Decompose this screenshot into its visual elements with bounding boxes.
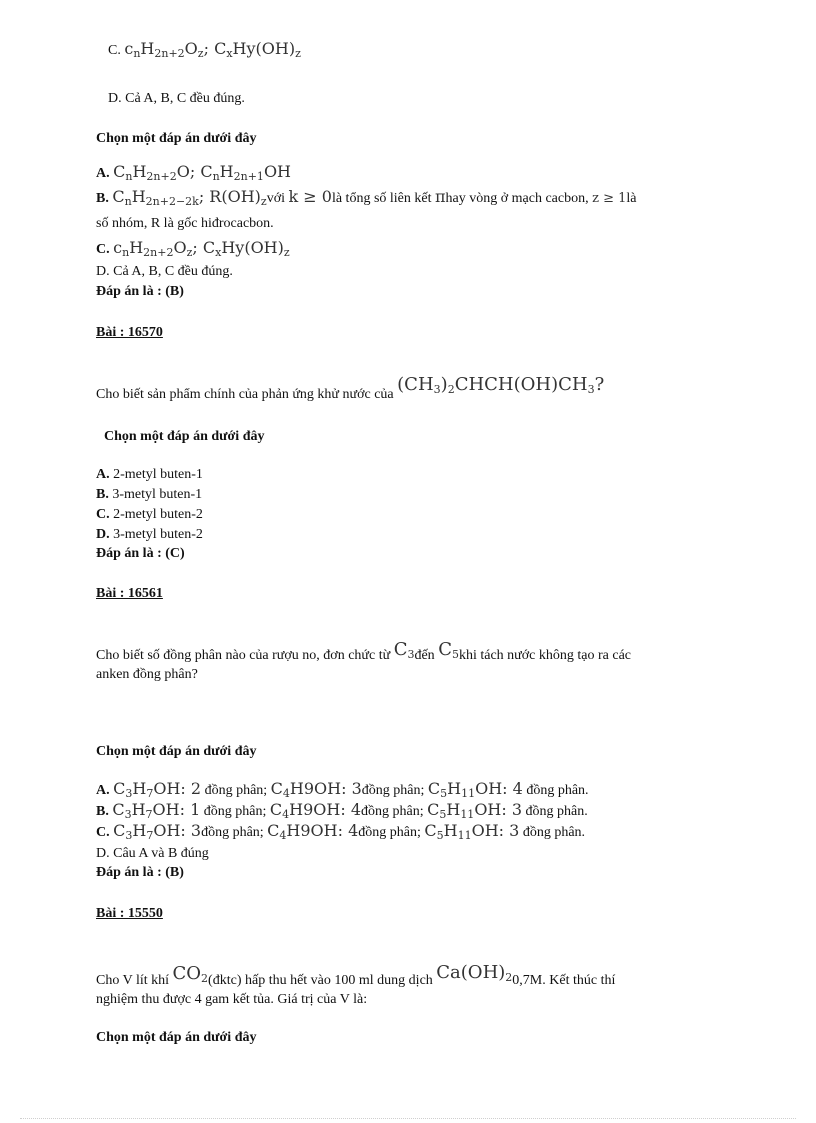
formula: $C_nH_{2n+2-2k}$; $R(OH)_z$	[112, 187, 267, 208]
problem-question: Cho V lít khí $CO_2(đktc)$ hấp thu hết vào 100 ml dung dịch $Ca(OH)_20,7M$. Kết thúc thí	[96, 962, 616, 988]
problem-title: Bài : 16561	[96, 586, 163, 601]
problem-question-line2: nghiệm thu được 4 gam kết tủa. Giá trị của V là:	[96, 992, 368, 1007]
option-b: B. $C_nH_{2n+2-2k}$; $R(OH)_zvới$ k ≥ 0là tổng số liên kết πhay vòng ở mạch cacbon, z ≥ 1là	[96, 187, 637, 208]
option-b-line2: số nhóm, R là gốc hiđrocacbon.	[96, 216, 274, 231]
option-b: B. $C_3H_7OH$: 1 đồng phân; $C_4H9OH$: 4đồng phân; $C_5H_{11}OH$: 3 đồng phân.	[96, 800, 588, 821]
formula: $c_nH_{2n+2}O_z$; $C_xHy(OH)_z$	[124, 39, 301, 60]
option-a: A. 2-metyl buten-1	[96, 467, 203, 482]
answer-line: Đáp án là : (C)	[96, 546, 185, 561]
option-a: A. $C_nH_{2n+2}O$; $C_nH_{2n+1}OH$	[96, 162, 292, 183]
option-c: C. 2-metyl buten-2	[96, 507, 203, 522]
problem-title: Bài : 15550	[96, 906, 163, 921]
option-b: B. 3-metyl buten-1	[96, 487, 203, 502]
formula: $(CH_3)_2CHCH(OH)CH_3$?	[397, 374, 605, 396]
formula: $c_nH_{2n+2}O_z$; $C_xHy(OH)_z$	[113, 238, 290, 259]
option-c: C. $c_nH_{2n+2}O_z$; $C_xHy(OH)_z$	[96, 238, 290, 259]
option-d-top: D. Cả A, B, C đều đúng.	[108, 91, 245, 106]
problem-question: Cho biết số đồng phân nào của rượu no, đơn chức từ $C_3đến$ $C_5khi$ tách nước không tạo ra các	[96, 639, 632, 663]
option-c-top: C. $c_nH_{2n+2}O_z$; $C_xHy(OH)_z$	[108, 39, 301, 60]
option-d: D. 3-metyl buten-2	[96, 527, 203, 542]
answer-line: Đáp án là : (B)	[96, 284, 184, 299]
formula: $C_nH_{2n+2}O$; $C_nH_{2n+1}OH$	[113, 162, 292, 183]
option-a: A. $C_3H_7OH$: 2 đồng phân; $C_4H9OH$: 3đồng phân; $C_5H_{11}OH$: 4 đồng phân.	[96, 779, 589, 800]
problem-question-line2: anken đồng phân?	[96, 667, 198, 682]
choose-answer-prompt: Chọn một đáp án dưới đây	[96, 744, 257, 759]
answer-line: Đáp án là : (B)	[96, 865, 184, 880]
option-d: D. Cả A, B, C đều đúng.	[96, 264, 233, 279]
choose-answer-prompt: Chọn một đáp án dưới đây	[96, 1030, 257, 1045]
problem-title: Bài : 16570	[96, 325, 163, 340]
option-d: D. Câu A và B đúng	[96, 846, 209, 861]
problem-question: Cho biết sản phẩm chính của phản ứng khử nước của $(CH_3)_2CHCH(OH)CH_3$?	[96, 374, 605, 402]
choose-answer-prompt: Chọn một đáp án dưới đây	[96, 131, 257, 146]
page-bottom-divider	[20, 1118, 796, 1119]
option-c: C. $C_3H_7OH$: 3đồng phân; $C_4H9OH$: 4đồng phân; $C_5H_{11}OH$: 3 đồng phân.	[96, 821, 586, 842]
choose-answer-prompt: Chọn một đáp án dưới đây	[104, 429, 265, 444]
